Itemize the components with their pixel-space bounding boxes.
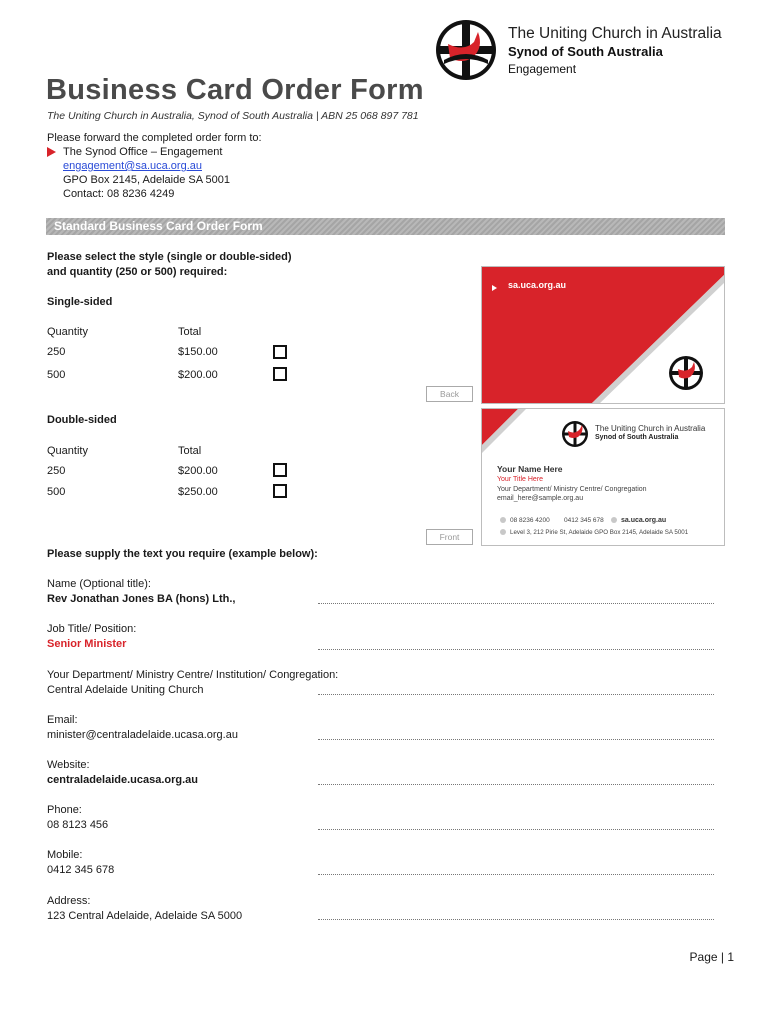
double-total-header: Total <box>178 445 202 457</box>
mobile-input-line[interactable] <box>318 874 714 875</box>
single-qty-250: 250 <box>47 346 66 358</box>
single-qty-500: 500 <box>47 369 66 381</box>
department-name: Engagement <box>508 62 577 76</box>
single-qty-header: Quantity <box>47 326 88 338</box>
single-sided-heading: Single-sided <box>47 296 113 308</box>
job-title-example: Senior Minister <box>47 638 127 650</box>
address-label: Address: <box>47 895 91 907</box>
website-input-line[interactable] <box>318 784 714 785</box>
forward-instructions <box>47 131 262 201</box>
double-total-250: $200.00 <box>178 465 218 477</box>
page-number: Page | 1 <box>689 950 734 964</box>
name-example: Rev Jonathan Jones BA (hons) Lth., <box>47 593 236 605</box>
front-phone: 08 8236 4200 <box>510 517 550 524</box>
double-sided-heading: Double-sided <box>47 414 117 426</box>
supply-heading: Please supply the text you require (example below): <box>47 548 318 560</box>
job-title-label: Job Title/ Position: <box>47 623 137 635</box>
instruction-line-2: and quantity (250 or 500) required: <box>47 266 228 278</box>
instruction-line-1: Please select the style (single or double-sided) <box>47 251 292 263</box>
name-input-line[interactable] <box>318 603 714 604</box>
phone-example: 08 8123 456 <box>47 819 109 831</box>
double-total-500: $250.00 <box>178 486 218 498</box>
email-example: minister@centraladelaide.ucasa.org.au <box>47 729 238 741</box>
back-label: Back <box>426 386 473 402</box>
single-total-header: Total <box>178 326 202 338</box>
department-input-line[interactable] <box>318 694 714 695</box>
arrow-right-icon <box>47 147 56 157</box>
section-title: Standard Business Card Order Form <box>54 219 263 233</box>
front-title: Your Title Here <box>497 476 544 483</box>
phone-input-line[interactable] <box>318 829 714 830</box>
office-name: The Synod Office – Engagement <box>63 146 223 158</box>
contact-phone: Contact: 08 8236 4249 <box>63 188 175 200</box>
phone-label: Phone: <box>47 804 82 816</box>
front-org-line2: Synod of South Australia <box>595 434 679 441</box>
front-address: Level 3, 212 Pirie St, Adelaide GPO Box 2145, Adelaide SA 5001 <box>510 529 689 536</box>
front-org-line1: The Uniting Church in Australia <box>595 424 706 433</box>
double-500-checkbox[interactable] <box>273 484 287 498</box>
double-qty-header: Quantity <box>47 445 88 457</box>
page-subtitle: The Uniting Church in Australia, Synod of South Australia | ABN 25 068 897 781 <box>47 110 419 122</box>
email-link[interactable]: engagement@sa.uca.org.au <box>63 160 202 172</box>
single-total-250: $150.00 <box>178 346 218 358</box>
back-card-url: sa.uca.org.au <box>508 280 567 290</box>
double-250-checkbox[interactable] <box>273 463 287 477</box>
website-label: Website: <box>47 759 90 771</box>
mobile-example: 0412 345 678 <box>47 864 115 876</box>
department-example: Central Adelaide Uniting Church <box>47 684 204 696</box>
name-label: Name (Optional title): <box>47 578 151 590</box>
forward-office <box>47 145 262 159</box>
single-250-checkbox[interactable] <box>273 345 287 359</box>
single-500-checkbox[interactable] <box>273 367 287 381</box>
mobile-label: Mobile: <box>47 849 83 861</box>
address-input-line[interactable] <box>318 919 714 920</box>
synod-name: Synod of South Australia <box>508 44 663 59</box>
double-qty-250: 250 <box>47 465 66 477</box>
address-example: 123 Central Adelaide, Adelaide SA 5000 <box>47 910 243 922</box>
front-web: sa.uca.org.au <box>621 517 667 524</box>
website-example: centraladelaide.ucasa.org.au <box>47 774 199 786</box>
uca-logo-icon <box>434 18 498 82</box>
double-qty-500: 500 <box>47 486 66 498</box>
page-title: Business Card Order Form <box>46 74 424 106</box>
front-name: Your Name Here <box>497 464 563 474</box>
card-back-preview <box>481 266 725 404</box>
job-title-input-line[interactable] <box>318 649 714 650</box>
forward-intro: Please forward the completed order form to: <box>47 132 262 144</box>
department-label: Your Department/ Ministry Centre/ Institution/ Congregation: <box>47 669 339 681</box>
front-label: Front <box>426 529 473 545</box>
single-total-500: $200.00 <box>178 369 218 381</box>
email-input-line[interactable] <box>318 739 714 740</box>
postal-address: GPO Box 2145, Adelaide SA 5001 <box>63 174 230 186</box>
org-name: The Uniting Church in Australia <box>508 25 722 42</box>
card-front-preview <box>481 408 725 546</box>
front-email: email_here@sample.org.au <box>497 495 584 502</box>
email-label: Email: <box>47 714 78 726</box>
front-dept: Your Department/ Ministry Centre/ Congregation <box>497 486 647 493</box>
front-mobile: 0412 345 678 <box>564 517 604 524</box>
